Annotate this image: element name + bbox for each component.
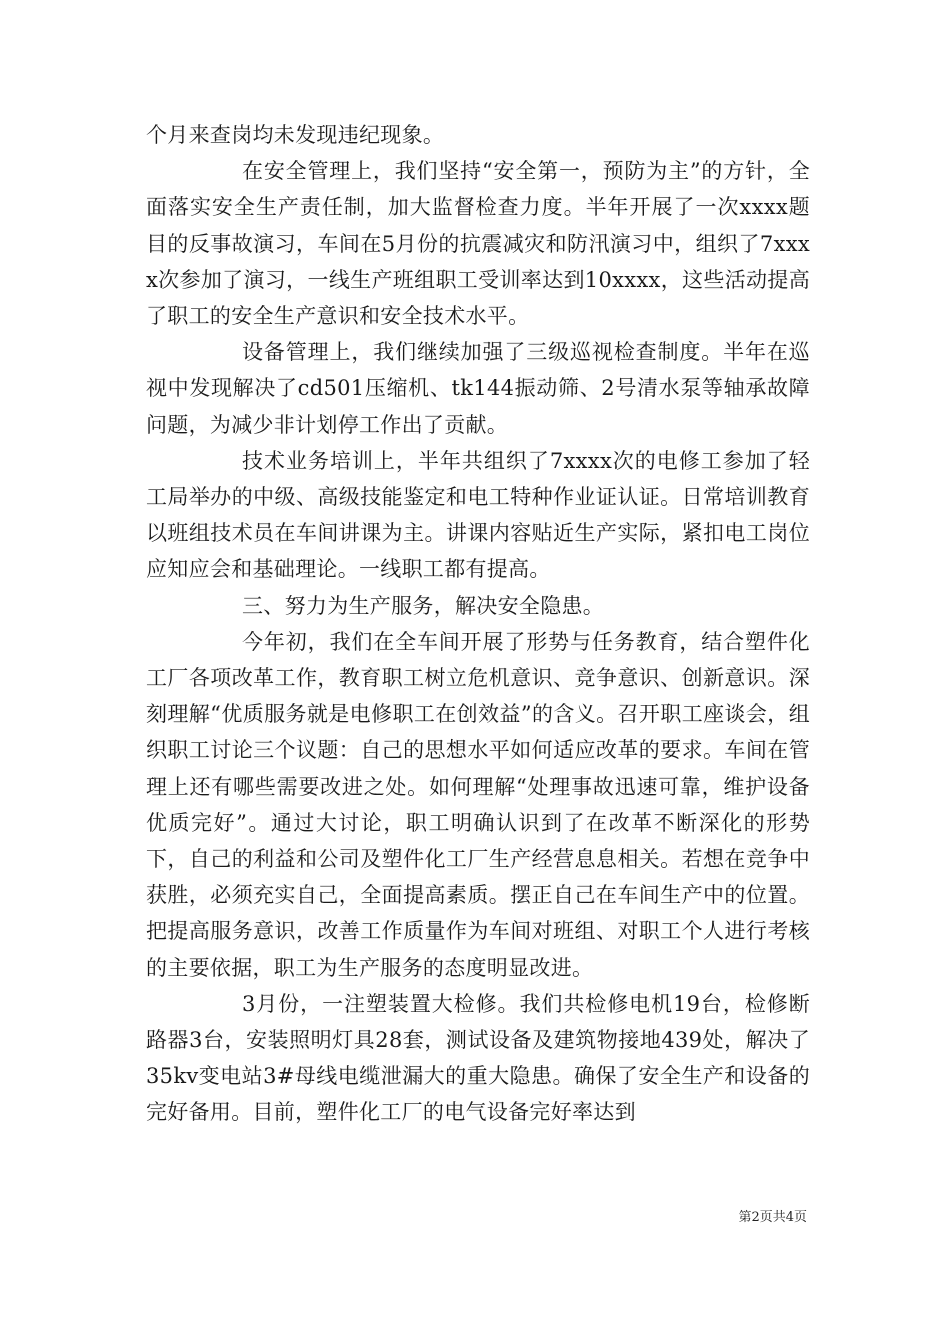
paragraph-reform-education: 今年初，我们在全车间开展了形势与任务教育，结合塑件化工厂各项改革工作，教育职工树立危机意识、竞争意识、创新意识。深刻理解“优质服务就是电修职工在创效益”的含义。召开职工座谈会，组织职工讨论三个议题：自己的思想水平如何适应改革的要求。车间在管理上还有哪些需要改进之处。如何理解“处理事故迅速可靠，维护设备优质完好”。通过大讨论，职工明确认识到了在改革不断深化的形势下，自己的利益和公司及塑件化工厂生产经营息息相关。若想在竞争中获胜，必须充实自己，全面提高素质。摆正自己在车间生产中的位置。把提高服务意识，改善工作质量作为车间对班组、对职工个人进行考核的主要依据，职工为生产服务的态度明显改进。 — [146, 629, 810, 980]
page-number-footer: 第2页共4页 — [738, 1210, 807, 1225]
paragraph-technical-training: 技术业务培训上，半年共组织了7xxxx次的电修工参加了轻工局举办的中级、高级技能鉴定和电工特种作业证认证。日常培训教育以班组技术员在车间讲课为主。讲课内容贴近生产实际，紧扣电工岗位应知应会和基础理论。一线职工都有提高。 — [146, 448, 810, 582]
paragraph-march-overhaul: 3月份，一注塑装置大检修。我们共检修电机19台，检修断路器3台，安装照明灯具28套，测试设备及建筑物接地439处，解决了35kv变电站3#母线电缆泄漏大的重大隐患。确保了安全生产和设备的完好备用。目前，塑件化工厂的电气设备完好率达到 — [146, 991, 810, 1125]
paragraph-safety-management: 在安全管理上，我们坚持“安全第一，预防为主”的方针，全面落实安全生产责任制，加大监督检查力度。半年开展了一次xxxx题目的反事故演习，车间在5月份的抗震减灾和防汛演习中，组织了7xxxx次参加了演习，一线生产班组职工受训率达到10xxxx，这些活动提高了职工的安全生产意识和安全技术水平。 — [146, 159, 810, 329]
paragraph-equipment-management: 设备管理上，我们继续加强了三级巡视检查制度。半年在巡视中发现解决了cd501压缩机、tk144振动筛、2号清水泵等轴承故障问题，为减少非计划停工作出了贡献。 — [146, 340, 810, 437]
section-heading-three: 三、努力为生产服务，解决安全隐患。 — [242, 593, 605, 618]
document-body — [146, 117, 810, 1131]
paragraph-continuation: 个月来查岗均未发现违纪现象。 — [146, 123, 445, 147]
